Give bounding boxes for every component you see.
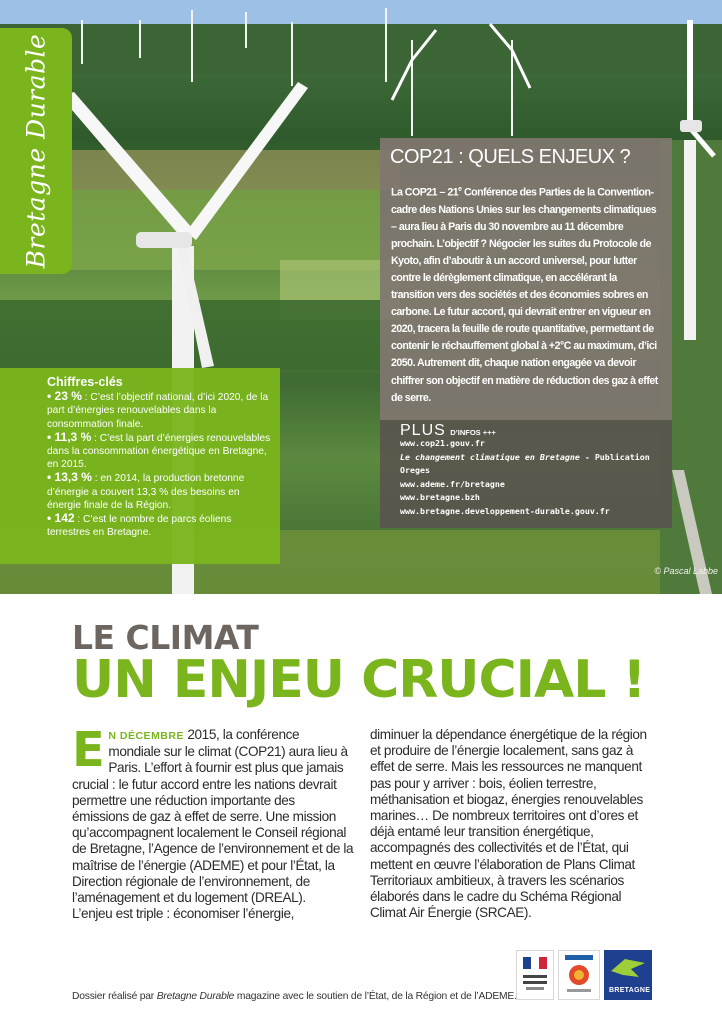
footer-prefix: Dossier réalisé par	[72, 991, 157, 1002]
key-figure-item	[47, 471, 275, 512]
plus-infos-title-big: PLUS	[400, 422, 446, 439]
brand-tab	[0, 28, 72, 274]
key-figure-text: : C’est l’objectif national, d’ici 2020, de la part d’énergies renouvelables dans la consommation finale.	[47, 392, 269, 430]
region-bretagne-logo	[604, 950, 652, 1000]
footer-credit	[72, 991, 517, 1002]
publication-rest: - Publication Oreges	[400, 451, 650, 476]
cop21-body-rest: Conférence des Parties de la Convention-cadre des Nations Unies sur les changements climatiques – aura lieu à Paris du 30 novembre au 11 décembre prochain. L’objectif ? Négocier les suites du Protocole de Kyoto, afin d’aboutir à un accord universel, pour lutter contre le dérèglement climatique, en accélérant la transition vers des sociétés et des économies sobres en carbone. Le futur accord, qui devrait entrer en vigueur en 2020, tracera la feuille de route quantitative, permettant de contenir le réchauffement global à +2°C au maximum, d’ici 2050. Autrement dit, chaque nation engagée va devoir chiffrer son objectif en matière de réduction des gaz à effet de serre.	[391, 186, 658, 404]
key-figure-value: • 11,3 %	[47, 429, 92, 444]
key-figure-text: : en 2014, la production bretonne d’énergie a couvert 13,3 % des besoins en énergie finale de la Région.	[47, 473, 245, 511]
key-figure-item	[47, 390, 275, 431]
footer-suffix: magazine avec le soutien de l’État, de la Région et de l’ADEME.	[234, 991, 517, 1002]
plus-infos-title-small: D’INFOS +++	[450, 428, 496, 437]
publication-title: Le changement climatique en Bretagne	[400, 451, 580, 462]
key-figure-text: : C’est le nombre de parcs éoliens terrestres en Bretagne.	[47, 514, 232, 539]
publication-line	[400, 451, 668, 478]
headline-line1: LE CLIMAT	[72, 618, 259, 657]
plus-infos-links	[400, 437, 668, 519]
region-bretagne-label: BRETAGNE	[609, 987, 651, 994]
cop21-title: COP21 : QUELS ENJEUX ?	[390, 146, 631, 168]
link-ademe[interactable]: www.ademe.fr/bretagne	[400, 478, 505, 489]
key-figure-text: : C’est la part d’énergies renouvelables dans la consommation énergétique en Bretagne, en 2015.	[47, 432, 271, 471]
link-cop21[interactable]: www.cop21.gouv.fr	[400, 438, 485, 448]
article-column-2: diminuer la dépendance énergétique de la région et produire de l’énergie localement, sans gaz à effet de serre. Mais les ressources ne manquent pas pour y arriver : bois, éolien terrestre, méthanisation et biogaz, énergies renouvelables marines… De nombreux territoires ont d’ores et déjà entamé leur transition énergétique, accompagnés des collectivités et de l’État, qui mettent en œuvre l’élaboration de Plans Climat Territoriaux ambitieux, à travers les scénarios élaborés dans le cadre du Schéma Régional Climat Air Énergie (SRCAE).	[370, 727, 647, 921]
key-figure-item	[47, 431, 275, 472]
headline-line2: UN ENJEU CRUCIAL !	[72, 650, 646, 710]
dropcap: E	[72, 722, 105, 778]
key-figure-value: • 13,3 %	[47, 470, 92, 485]
article-col1-text: 2015, la conférence mondiale sur le climat (COP21) aura lieu à Paris. L’effort à fournir est plus que jamais crucial : le futur accord entre les nations devrait permettre une réduction importante des émissions de gaz à effet de serre. Une mission qu’accompagnent localement le Conseil régional de Bretagne, l’Agence de l’environnement et de la maîtrise de l’énergie (ADEME) et pour l’État, la Direction régionale de l’environnement, de l’aménagement et du logement (DREAL).	[72, 727, 354, 906]
key-figures-content	[47, 376, 275, 539]
key-figures-title: Chiffres-clés	[47, 375, 123, 389]
key-figure-value: • 23 %	[47, 389, 82, 404]
cop21-body-start: La COP21 – 21	[391, 186, 459, 199]
article-column-1	[72, 722, 354, 922]
republique-francaise-logo	[516, 950, 554, 1000]
cop21-body-sup: e	[458, 186, 462, 193]
key-figure-item	[47, 512, 275, 539]
link-bretagne[interactable]: www.bretagne.bzh	[400, 492, 480, 503]
photo-credit: © Pascal Labbe	[654, 566, 718, 576]
brand-vertical-title: Bretagne Durable	[21, 33, 51, 269]
article-col1-last: L’enjeu est triple : économiser l’énergie,	[72, 906, 294, 922]
cop21-body	[391, 181, 659, 407]
key-figure-value: • 142	[47, 511, 75, 526]
article-lead: N DÉCEMBRE	[108, 730, 184, 742]
ademe-logo	[558, 950, 600, 1000]
link-dreal[interactable]: www.bretagne.developpement-durable.gouv.fr	[400, 505, 610, 516]
footer-magazine: Bretagne Durable	[156, 991, 235, 1002]
